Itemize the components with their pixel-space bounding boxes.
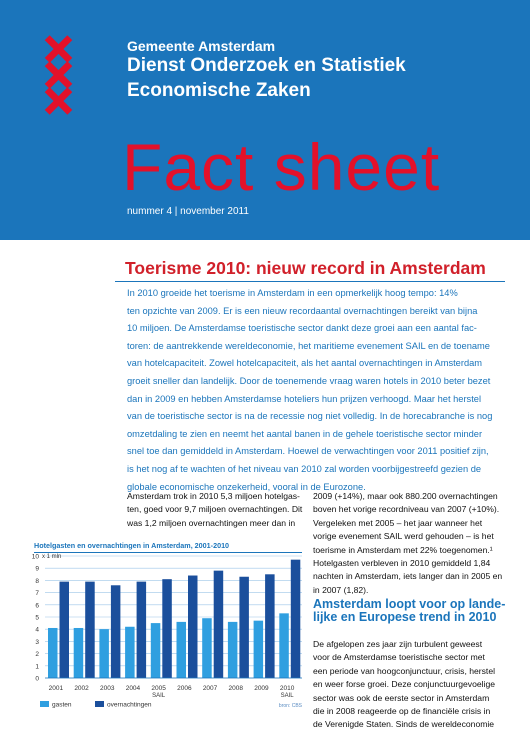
x-tick-label: 2010: [279, 685, 295, 692]
y-tick-label: 9: [35, 565, 39, 573]
bar-chart: [0, 548, 310, 748]
body-line: De afgelopen zes jaar zijn turbulent geweest: [313, 639, 483, 649]
saint-andrew-cross-icon: [45, 88, 71, 114]
intro-line: omzetdaling te zien en neemt het aantal banen in de gehele toeristische sector minder: [127, 428, 483, 439]
bar-overnachtingen: [60, 582, 70, 678]
body-line: Amsterdam trok in 2010 5,3 miljoen hotelgas-: [127, 491, 300, 501]
intro-line: van de toeristische sector is na de recessie nog niet volledig. In de horecabranche is nog: [127, 411, 493, 422]
x-tick-label: 2007: [202, 685, 218, 692]
body-line: een periode van hoogconjunctuur, crisis, herstel: [313, 665, 496, 676]
bar-overnachtingen: [265, 574, 275, 678]
legend-swatch: [40, 701, 49, 707]
intro-line: snel toe dan gemiddeld in Amsterdam. Hoewel de verwachtingen voor 2011 positief zijn,: [127, 446, 489, 457]
body-line: nachten in Amsterdam, iets langer dan in 2005 en: [313, 571, 503, 582]
body-line: sector was ook de eerste sector in Amsterdam: [313, 692, 490, 703]
y-axis-label: x 1 mln: [42, 554, 62, 560]
y-tick-label: 8: [35, 577, 39, 585]
bar-overnachtingen: [162, 579, 172, 678]
bar-gasten: [48, 628, 58, 678]
x-tick-label: 2003: [100, 685, 115, 692]
subheading-line: lijke en Europese trend in 2010: [313, 610, 497, 624]
intro-line: groeit sneller dan landelijk. Door de toenemende vraag waren hotels in 2010 beter bezet: [127, 375, 491, 386]
y-tick-label: 10: [31, 553, 39, 561]
body-line: in 2007 (1,82).: [313, 584, 369, 595]
bar-overnachtingen: [214, 571, 224, 678]
body-column-left: [127, 490, 302, 530]
bar-gasten: [254, 621, 264, 678]
divider: [115, 281, 505, 282]
x-tick-sublabel: SAIL: [280, 693, 294, 699]
bar-overnachtingen: [239, 577, 249, 678]
body-line: 2009 (+14%), maar ook 880.200 overnachtingen: [313, 491, 498, 501]
x-tick-label: 2004: [125, 685, 141, 692]
x-tick-sublabel: SAIL: [152, 693, 166, 699]
intro-line: toren: de aantrekkende wereldeconomie, het maritieme evenement SAIL en de toename: [127, 340, 490, 351]
y-tick-label: 0: [35, 675, 39, 683]
y-tick-label: 2: [35, 651, 39, 659]
x-tick-label: 2005: [151, 685, 166, 692]
y-tick-label: 1: [35, 663, 39, 671]
body-line: toerisme in Amsterdam met 22% toegenomen.¹: [313, 544, 493, 555]
chart-title: Hotelgasten en overnachtingen in Amsterdam, 2001-2010: [34, 541, 230, 550]
x-tick-label: 2001: [48, 685, 64, 692]
org-name: Gemeente Amsterdam: [127, 38, 276, 54]
saint-andrew-cross-icon: [45, 36, 71, 62]
x-tick-label: 2002: [74, 685, 89, 692]
bar-overnachtingen: [111, 585, 121, 678]
bar-overnachtingen: [85, 582, 95, 678]
bar-gasten: [279, 613, 289, 678]
bar-gasten: [74, 628, 84, 678]
body-column-right-continued: [313, 638, 518, 732]
x-tick-label: 2006: [177, 685, 192, 692]
x-tick-label: 2009: [254, 685, 269, 692]
subheading-line: Amsterdam loopt voor op lande-: [313, 597, 506, 611]
intro-line: dan in 2009 en hebben Amsterdamse hoteliers hun prijzen verhoogd. Maar het herstel: [127, 393, 482, 404]
bar-gasten: [177, 622, 187, 678]
body-line: voor de Amsterdamse toeristische sector met: [313, 652, 485, 663]
intro-line: globale economische onzekerheid, vooral in de Eurozone.: [127, 481, 366, 492]
section-subheading: [313, 598, 505, 624]
document-title: Fact sheet: [122, 130, 441, 204]
intro-line: van hotelcapaciteit. Zowel hotelcapaciteit, als het aantal overnachtingen in Amsterdam: [127, 358, 483, 369]
chart-source: bron: CBS: [278, 703, 302, 709]
department-name: Dienst Onderzoek en Statistiek: [127, 55, 406, 76]
y-tick-label: 3: [35, 638, 39, 646]
article-headline: Toerisme 2010: nieuw record in Amsterdam: [125, 258, 486, 278]
department-subname: Economische Zaken: [127, 80, 311, 101]
x-tick-label: 2008: [228, 685, 243, 692]
y-tick-label: 6: [35, 602, 39, 610]
y-tick-label: 7: [35, 590, 39, 598]
bar-gasten: [228, 622, 238, 678]
issue-number: nummer 4 | november 2011: [127, 206, 249, 217]
body-line: die in 2008 reageerde op de financiële crisis in: [313, 706, 491, 717]
header-banner: [0, 0, 530, 240]
y-tick-label: 5: [35, 614, 39, 622]
body-line: ten, goed voor 9,7 miljoen overnachtingen. Dit: [127, 504, 303, 515]
y-tick-label: 4: [35, 626, 39, 634]
legend-label: overnachtingen: [107, 701, 152, 709]
intro-line: ten opzichte van 2009. Er is een nieuw recordaantal overnachtingen bereikt van bijna: [127, 305, 478, 316]
body-line: Vergeleken met 2005 – het jaar wanneer het: [313, 517, 483, 528]
intro-line: 10 miljoen. De Amsterdamse toeristische sector dankt deze groei aan een aantal fac-: [127, 323, 477, 334]
body-line: de Verenigde Staten. Sinds de wereldeconomie: [313, 719, 495, 730]
body-line: Hotelgasten verbleven in 2010 gemiddeld 1,84: [313, 558, 491, 569]
intro-line: is het nog af te wachten of het niveau van 2010 zal worden voorbijgestreefd gezien de: [127, 463, 482, 474]
body-line: en weer forse groei. Deze conjunctuurgevoelige: [313, 679, 496, 690]
body-line: boven het vorige recordniveau van 2007 (+10%).: [313, 504, 500, 515]
legend-swatch: [95, 701, 104, 707]
intro-paragraph: [127, 285, 505, 496]
saint-andrew-cross-icon: [45, 62, 71, 88]
bar-overnachtingen: [137, 582, 147, 678]
bar-gasten: [151, 623, 161, 678]
body-column-right: [313, 490, 518, 597]
bar-gasten: [125, 627, 135, 678]
legend-label: gasten: [52, 701, 72, 709]
intro-line: In 2010 groeide het toerisme in Amsterdam in een opmerkelijk hoog tempo: 14%: [127, 288, 458, 298]
bar-overnachtingen: [291, 560, 301, 678]
bar-overnachtingen: [188, 576, 198, 678]
bar-gasten: [202, 618, 212, 678]
body-line: vorige evenement SAIL werd gehouden – is het: [313, 531, 494, 542]
body-line: was 1,2 miljoen overnachtingen meer dan in: [127, 517, 296, 528]
bar-gasten: [99, 629, 109, 678]
